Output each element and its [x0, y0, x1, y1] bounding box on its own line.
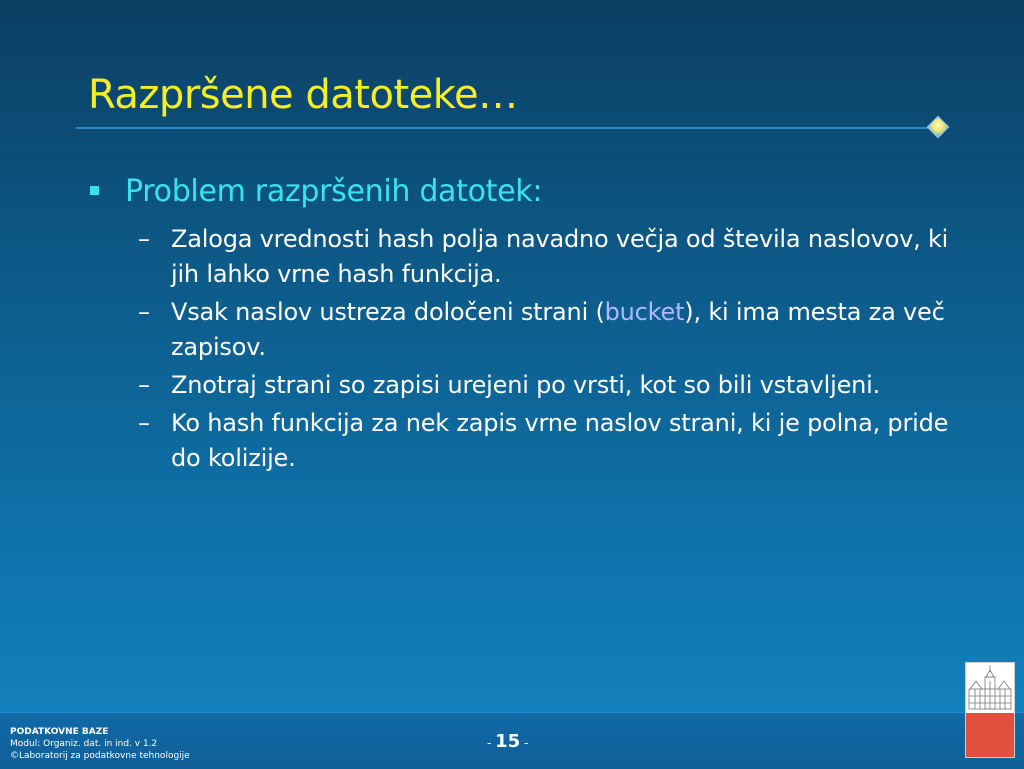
university-building-logo: [965, 662, 1015, 758]
dash-icon: –: [138, 225, 150, 253]
logo-red-band: [966, 713, 1014, 757]
bucket-highlight: bucket: [604, 298, 685, 326]
sub-bullet-text: Zaloga vrednosti hash polja navadno večja od števila naslovov, ki jih lahko vrne hash funkcija.: [171, 225, 949, 288]
diamond-icon: [927, 116, 950, 139]
sub-bullet-text: Ko hash funkcija za nek zapis vrne naslov strani, ki je polna, pride do kolizije.: [171, 409, 949, 472]
sub-bullet-list: [138, 222, 968, 479]
sub-bullet-item: [138, 368, 968, 403]
sub-bullet-text: [171, 295, 968, 365]
sub-bullet-text-post: ), ki ima mesta za več zapisov.: [171, 298, 945, 361]
module-info: Modul: Organiz. dat. in ind. v 1.2: [10, 739, 158, 749]
footer-info: [10, 726, 190, 762]
sub-bullet-text: Znotraj strani so zapisi urejeni po vrsti, kot so bili vstavljeni.: [171, 371, 881, 399]
sub-bullet-text-pre: Vsak naslov ustreza določeni strani (: [171, 298, 605, 326]
main-bullet: [90, 174, 542, 209]
sub-bullet-item: [138, 295, 968, 365]
sub-bullet-item: [138, 406, 968, 476]
page-prefix: -: [487, 736, 496, 750]
title-rule: [76, 127, 938, 129]
dash-icon: –: [138, 371, 150, 399]
slide-title: Razpršene datoteke…: [88, 72, 518, 118]
page-suffix: -: [520, 736, 529, 750]
course-name: PODATKOVNE BAZE: [10, 727, 109, 737]
square-bullet-icon: [90, 186, 99, 195]
page-number-value: 15: [495, 731, 521, 752]
copyright: ©Laboratorij za podatkovne tehnologije: [10, 751, 190, 761]
dash-icon: –: [138, 298, 150, 326]
page-number: [487, 731, 528, 752]
dash-icon: –: [138, 409, 150, 437]
main-bullet-text: Problem razpršenih datotek:: [125, 174, 543, 209]
sub-bullet-item: [138, 222, 968, 292]
